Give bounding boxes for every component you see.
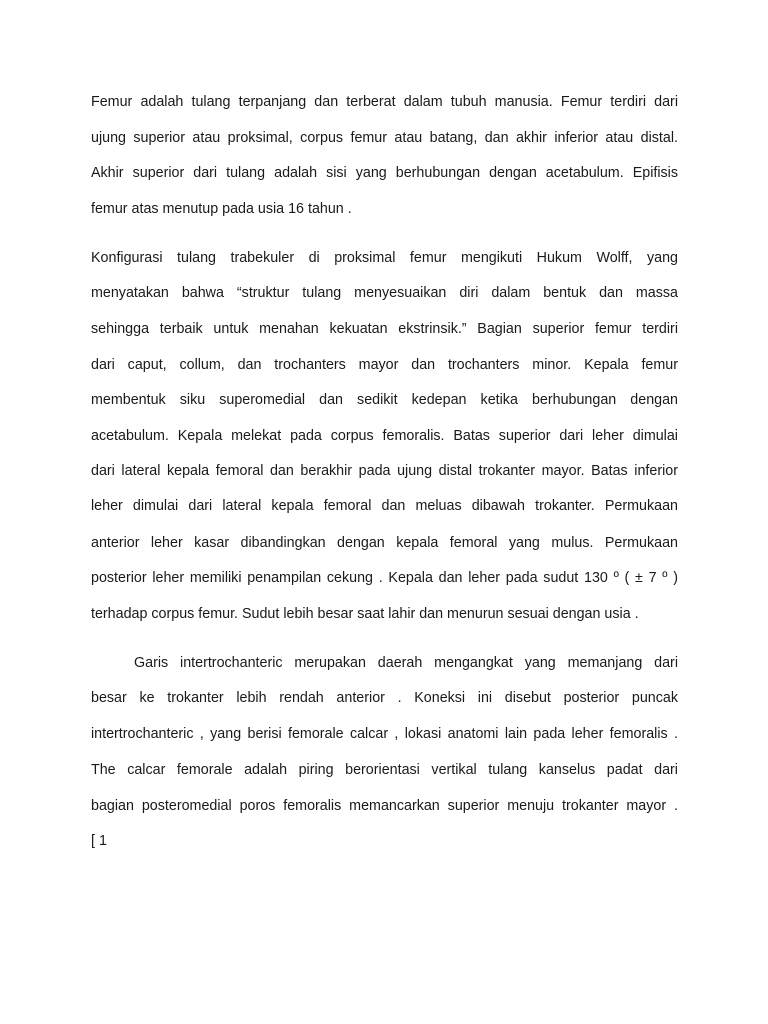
paragraph-2-line-10: posterior leher memiliki penampilan cekung . Kepala dan leher pada sudut 130 º ( ± 7 º ) xyxy=(91,570,678,586)
paragraph-2-line-7: dari lateral kepala femoral dan berakhir pada ujung distal trokanter mayor. Batas inferior xyxy=(91,463,678,479)
paragraph-3-line-4: The calcar femorale adalah piring berorientasi vertikal tulang kanselus padat dari xyxy=(91,762,678,778)
paragraph-2-line-2: menyatakan bahwa “struktur tulang menyesuaikan diri dalam bentuk dan massa xyxy=(91,285,678,301)
paragraph-1-line-2: ujung superior atau proksimal, corpus femur atau batang, dan akhir inferior atau distal. xyxy=(91,130,678,146)
paragraph-2-line-9: anterior leher kasar dibandingkan dengan kepala femoral yang mulus. Permukaan xyxy=(91,535,678,551)
paragraph-2-line-6: acetabulum. Kepala melekat pada corpus femoralis. Batas superior dari leher dimulai xyxy=(91,428,678,444)
paragraph-2-line-4: dari caput, collum, dan trochanters mayor dan trochanters minor. Kepala femur xyxy=(91,357,678,373)
paragraph-3-line-3: intertrochanteric , yang berisi femorale calcar , lokasi anatomi lain pada leher femoralis . xyxy=(91,726,678,742)
paragraph-2-line-11: terhadap corpus femur. Sudut lebih besar saat lahir dan menurun sesuai dengan usia . xyxy=(91,606,639,622)
paragraph-3-line-2: besar ke trokanter lebih rendah anterior . Koneksi ini disebut posterior puncak xyxy=(91,690,678,706)
paragraph-1-line-4: femur atas menutup pada usia 16 tahun . xyxy=(91,201,352,217)
paragraph-2-line-8: leher dimulai dari lateral kepala femoral dan meluas dibawah trokanter. Permukaan xyxy=(91,498,678,514)
paragraph-1-line-1: Femur adalah tulang terpanjang dan terberat dalam tubuh manusia. Femur terdiri dari xyxy=(91,94,678,110)
paragraph-2-line-3: sehingga terbaik untuk menahan kekuatan ekstrinsik.” Bagian superior femur terdiri xyxy=(91,321,678,337)
paragraph-3-line-6: [ 1 xyxy=(91,833,107,849)
paragraph-2-line-1: Konfigurasi tulang trabekuler di proksimal femur mengikuti Hukum Wolff, yang xyxy=(91,250,678,266)
paragraph-3-line-1: Garis intertrochanteric merupakan daerah mengangkat yang memanjang dari xyxy=(134,655,678,671)
paragraph-3-line-5: bagian posteromedial poros femoralis memancarkan superior menuju trokanter mayor . xyxy=(91,798,678,814)
paragraph-2-line-5: membentuk siku superomedial dan sedikit kedepan ketika berhubungan dengan xyxy=(91,392,678,408)
paragraph-1-line-3: Akhir superior dari tulang adalah sisi yang berhubungan dengan acetabulum. Epifisis xyxy=(91,165,678,181)
